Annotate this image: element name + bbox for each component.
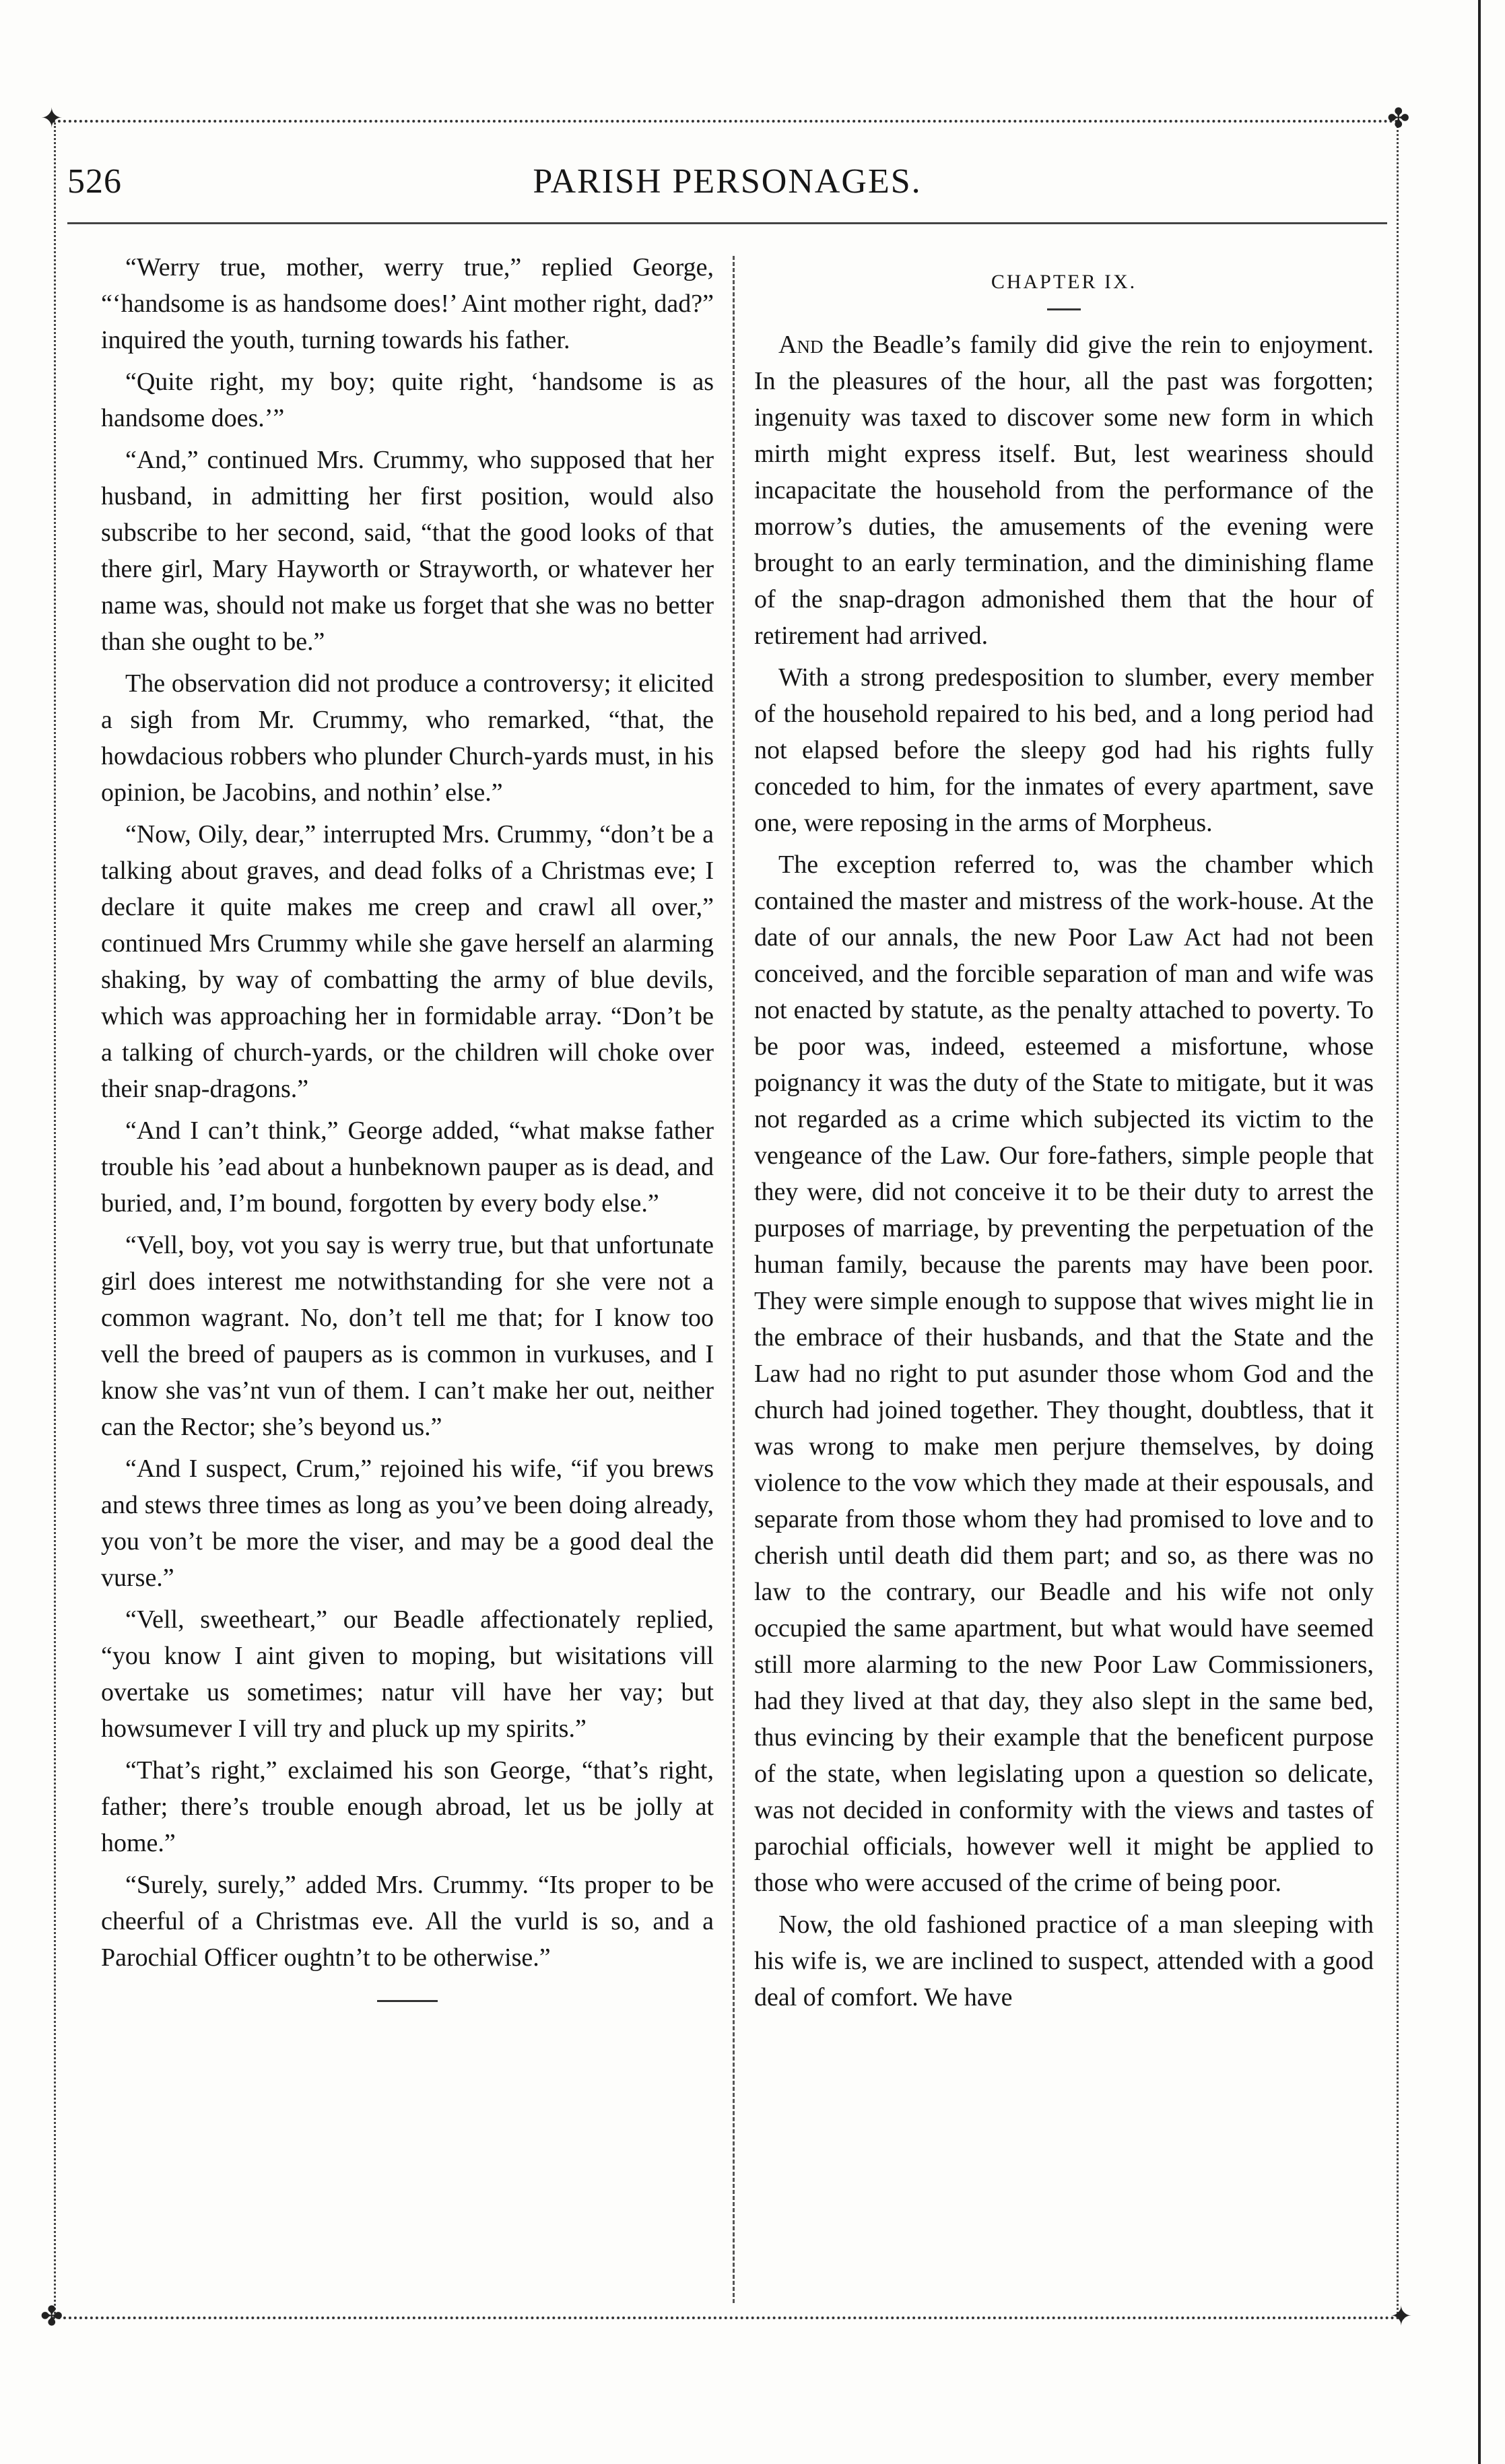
paragraph: “Vell, sweetheart,” our Beadle affectionately replied, “you know I aint given to moping, but wisitations vill overtake us sometimes; natur vill have her vay; but howsumever I vill try and pluck up my spirits.”	[101, 1605, 714, 1743]
paragraph	[754, 327, 1374, 654]
right-column	[754, 249, 1374, 2021]
header-rule	[67, 222, 1387, 224]
paragraph: “Now, Oily, dear,” interrupted Mrs. Crummy, “don’t be a talking about graves, and dead folks of a Christmas eve; I declare it quite makes me creep and crawl all over,” continued Mrs Crummy while she gave herself an alarming shaking, by way of combatting the army of blue devils, which was approaching her in formidable array. “Don’t be a talking of church-yards, or the children will choke over their snap-dragons.”	[101, 820, 714, 1103]
paragraph: The exception referred to, was the chamber which contained the master and mistress of the work-house. At the date of our annals, the new Poor Law Act had not been conceived, and the forcible separation of man and wife was not enacted by statute, as the penalty attached to poverty. To be poor was, indeed, esteemed a misfortune, whose poignancy it was the duty of the State to mitigate, but it was not regarded as a crime which subjected its victim to the vengeance of the Law. Our fore-fathers, simple people that they were, did not conceive it to be their duty to arrest the purposes of marriage, by preventing the perpetuation of the human family, because the parents may have been poor. They were simple enough to suppose that wives might lie in the embrace of their husbands, and that the State and the Law had no right to put asunder those whom God and the church had joined together. They thought, doubtless, that it was wrong to make men perjure themselves, by doing violence to the vow which they made at their espousals, and separate from those whom they had promised to love and to cherish until death did them part; and so, as there was no law to the contrary, our Beadle and his wife not only occupied the same apartment, but what would have seemed still more alarming to the new Poor Law Commissioners, had they lived at that day, they also slept in the same bed, thus evincing by their example that the beneficent purpose of the state, when legislating upon a question so delicate, was not decided in conformity with the views and tastes of parochial officials, however well it might be applied to those who were accused of the crime of being poor.	[754, 851, 1374, 1897]
paragraph: “Werry true, mother, werry true,” replied George, “‘handsome is as handsome does!’ Aint mother right, dad?” inquired the youth, turning towards his father.	[101, 253, 714, 354]
corner-ornament-icon: ✤	[40, 2301, 63, 2331]
paragraph: “And,” continued Mrs. Crummy, who supposed that her husband, in admitting her first position, would also subscribe to her second, said, “that the good looks of that there girl, Mary Hayworth or Strayworth, or whatever her name was, should not make us forget that she was no better than she ought to be.”	[101, 446, 714, 656]
paragraph: “And I can’t think,” George added, “what makse father trouble his ’ead about a hunbeknown pauper as is dead, and buried, and, I’m bound, forgotten by every body else.”	[101, 1117, 714, 1218]
corner-ornament-icon: ✦	[40, 103, 63, 133]
running-head: PARISH PERSONAGES.	[533, 162, 922, 201]
paragraph: “That’s right,” exclaimed his son George, “that’s right, father; there’s trouble enough abroad, let us be jolly at home.”	[101, 1756, 714, 1857]
lead-word: And	[778, 331, 824, 359]
page-header	[67, 162, 1387, 215]
corner-ornament-icon: ✤	[1387, 103, 1410, 133]
left-column	[101, 249, 714, 2002]
paragraph: “And I suspect, Crum,” rejoined his wife, “if you brews and stews three times as long as you’ve been doing already, you von’t be more the viser, and may be a good deal the vurse.”	[101, 1455, 714, 1592]
page-number: 526	[67, 162, 122, 201]
paragraph: Now, the old fashioned practice of a man sleeping with his wife is, we are inclined to suspect, attended with a good deal of comfort. We have	[754, 1910, 1374, 2011]
chapter-dash	[1047, 308, 1081, 310]
top-decorative-rule	[53, 120, 1399, 123]
corner-ornament-icon: ✦	[1390, 2301, 1413, 2331]
page-edge-shadow	[1478, 0, 1481, 2464]
paragraph: The observation did not produce a controversy; it elicited a sigh from Mr. Crummy, who remarked, “that, the howdacious robbers who plunder Church-yards must, in his opinion, be Jacobins, and nothin’ else.”	[101, 669, 714, 807]
paragraph-text: the Beadle’s family did give the rein to enjoyment. In the pleasures of the hour, all the past was forgotten; ingenuity was taxed to discover some new form in which mirth might express itself. But, lest weariness should incapacitate the household from the performance of the morrow’s duties, the amusements of the evening were brought to an early termination, and the diminishing flame of the snap-dragon admonished them that the hour of retirement had arrived.	[754, 331, 1374, 650]
bottom-decorative-rule	[53, 2317, 1406, 2319]
left-decorative-border	[54, 123, 56, 2318]
chapter-heading: CHAPTER IX.	[991, 271, 1137, 293]
paragraph: “Vell, boy, vot you say is werry true, but that unfortunate girl does interest me notwithstanding for she vere not a common wagrant. No, don’t tell me that; for I know too vell the breed of paupers as is common in vurkuses, and I know she vas’nt vun of them. I can’t make her out, neither can the Rector; she’s beyond us.”	[101, 1231, 714, 1441]
paragraph: “Quite right, my boy; quite right, ‘handsome is as handsome does.’”	[101, 368, 714, 432]
right-decorative-border	[1397, 123, 1399, 2318]
column-divider	[733, 256, 735, 2303]
paragraph: “Surely, surely,” added Mrs. Crummy. “Its proper to be cheerful of a Christmas eve. All the vurld is so, and a Parochial Officer oughtn’t to be otherwise.”	[101, 1871, 714, 1972]
section-end-dash	[377, 2000, 438, 2002]
paragraph: With a strong predesposition to slumber, every member of the household repaired to his bed, and a long period had not elapsed before the sleepy god had his rights fully conceded to him, for the inmates of every apartment, save one, were reposing in the arms of Morpheus.	[754, 663, 1374, 837]
